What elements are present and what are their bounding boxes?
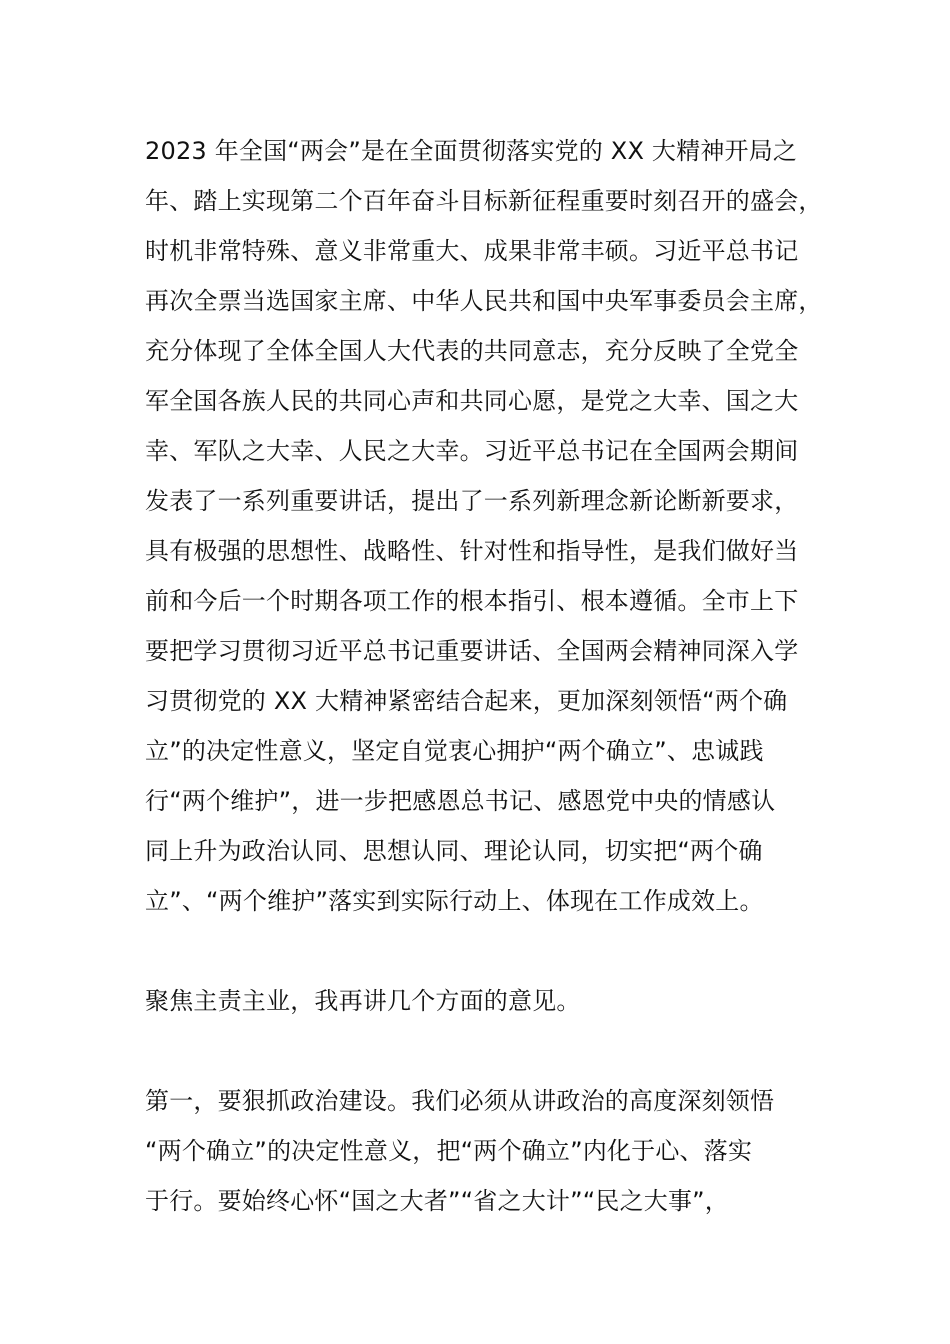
text-line: 幸、军队之大幸、人民之大幸。习近平总书记在全国两会期间 [145, 437, 799, 465]
text-line: 发表了一系列重要讲话，提出了一系列新理念新论断新要求， [145, 487, 799, 515]
text-line: 具有极强的思想性、战略性、针对性和指导性，是我们做好当 [145, 537, 799, 565]
text-line: 立”、“两个维护”落实到实际行动上、体现在工作成效上。 [145, 887, 764, 915]
paragraph-spacer [145, 926, 825, 976]
paragraph-2 [145, 976, 825, 1026]
text-line: 再次全票当选国家主席、中华人民共和国中央军事委员会主席， [145, 287, 823, 315]
text-line: 于行。要始终心怀“国之大者”“省之大计”“民之大事”， [145, 1187, 729, 1215]
text-line: 时机非常特殊、意义非常重大、成果非常丰硕。习近平总书记 [145, 237, 799, 265]
paragraph-1 [145, 126, 825, 926]
text-line: 前和今后一个时期各项工作的根本指引、根本遵循。全市上下 [145, 587, 799, 615]
document-body [145, 126, 825, 1226]
text-line: 行“两个维护”，进一步把感恩总书记、感恩党中央的情感认 [145, 787, 776, 815]
paragraph-3 [145, 1076, 825, 1226]
text-line: 要把学习贯彻习近平总书记重要讲话、全国两会精神同深入学 [145, 637, 799, 665]
text-line: 2023 年全国“两会”是在全面贯彻落实党的 XX 大精神开局之 [145, 137, 798, 165]
text-line: 军全国各族人民的共同心声和共同心愿，是党之大幸、国之大 [145, 387, 799, 415]
text-line: 同上升为政治认同、思想认同、理论认同，切实把“两个确 [145, 837, 763, 865]
text-line: 聚焦主责主业，我再讲几个方面的意见。 [145, 987, 581, 1015]
text-line: 立”的决定性意义，坚定自觉衷心拥护“两个确立”、忠诚践 [145, 737, 764, 765]
text-line: 第一，要狠抓政治建设。我们必须从讲政治的高度深刻领悟 [145, 1087, 775, 1115]
paragraph-spacer [145, 1026, 825, 1076]
text-line: “两个确立”的决定性意义，把“两个确立”内化于心、落实 [145, 1137, 753, 1165]
text-line: 习贯彻党的 XX 大精神紧密结合起来，更加深刻领悟“两个确 [145, 687, 788, 715]
text-line: 年、踏上实现第二个百年奋斗目标新征程重要时刻召开的盛会， [145, 187, 823, 215]
text-line: 充分体现了全体全国人大代表的共同意志，充分反映了全党全 [145, 337, 799, 365]
